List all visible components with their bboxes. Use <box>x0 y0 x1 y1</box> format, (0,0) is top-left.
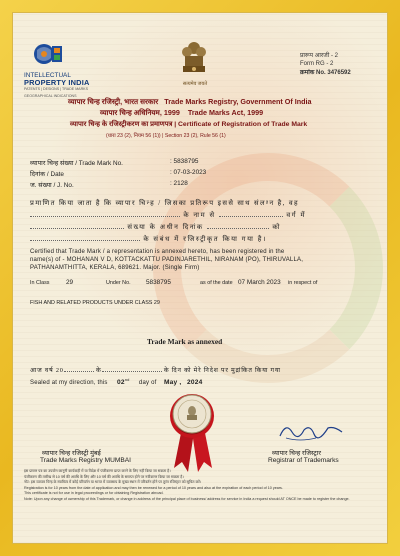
tm-no-label: व्यापार चिन्ह संख्या / Trade Mark No. <box>30 160 123 167</box>
hindi-cert-line-4 <box>30 234 267 243</box>
hindi-cert-line-3-tail: को <box>272 224 281 231</box>
form-label-hindi: प्रारूप आरजी - 2 <box>300 53 338 59</box>
hindi-cert-line-2 <box>30 210 306 219</box>
hindi-cert-line-2-tail: वर्ग में <box>286 212 307 219</box>
tm-no-value: : 5838795 <box>170 158 199 165</box>
hindi-cert-line-3-text: संख्या के अधीन दिनांक <box>127 224 204 231</box>
trade-mark-annexed: Trade Mark as annexed <box>147 337 223 346</box>
logo-line-3: PATENTS | DESIGNS | TRADE MARKS <box>24 87 88 91</box>
logo-line-4: GEOGRAPHICAL INDICATIONS <box>24 94 77 98</box>
english-cert-line-2: name(s) of - MOHANAN V D, KOTTACKATTU PADINJARETHIL, NIRANAM (PO), THIRUVALLA, <box>30 257 304 263</box>
hindi-cert-line-1: प्रमाणित किया जाता है कि व्यापार चिन्ह / जिसका प्रतिरूप इससे साथ संलग्न है, वह <box>30 200 300 207</box>
header-line-1 <box>68 97 312 107</box>
sealed-year: 2024 <box>187 379 203 386</box>
hindi-sealed-mid: के <box>95 367 102 374</box>
hindi-sealed-line <box>30 365 281 374</box>
sealed-day: 02 <box>116 379 125 386</box>
header-line-2 <box>100 108 263 118</box>
in-respect-of: in respect of <box>288 280 318 286</box>
english-cert-line-1: Certified that Trade Mark / a representation is annexed hereto, has been registered in the <box>30 249 285 255</box>
sealed-day-suffix: nd <box>124 377 130 382</box>
hindi-sealed-suffix: के दिन को मेरे निदेश पर मुद्रांकित किया गया <box>163 367 281 374</box>
class-value: 29 <box>66 279 74 286</box>
english-cert-line-3: PATHANAMTHITTA, KERALA, 689621. Major. (Single Firm) <box>30 265 200 271</box>
under-no-value: 5838795 <box>146 279 171 286</box>
registrar-hindi: व्यापार चिन्ह रजिस्ट्रार <box>272 450 322 457</box>
under-no-label: Under No. <box>106 280 131 286</box>
date-label: दिनांक / Date <box>30 171 64 178</box>
jno-label: ज. संख्या / J. No. <box>30 182 74 189</box>
footer-line-2: पंजीकरण की तारीख से 10 वर्ष की अवधि के लिए और 10 वर्ष की अवधि के समाप्त होने पर नवीकरण किया जा सकता है। <box>24 474 184 479</box>
as-of-date-value: 07 March 2023 <box>238 279 281 286</box>
goods-description: FISH AND RELATED PRODUCTS UNDER CLASS 29 <box>30 300 160 306</box>
sealed-month: May , <box>163 379 182 386</box>
footer-line-4: Registration is for 10 years from the date of application and may then be renewed for a period of 10 years and also at the expiration of each period of 10 years. <box>24 485 283 490</box>
hindi-cert-line-2-text: के नाम से <box>183 212 216 219</box>
sealed-line <box>30 376 203 388</box>
header-section-rule: (धारा 23 (2), नियम 56 (1)) | Section 23 (2), Rule 56 (1) <box>106 133 226 139</box>
footer-line-1: इस प्रमाण पत्र का उपयोग कानूनी कार्यवाही में या विदेश में पंजीकरण प्राप्त करने के लिए नहीं किया जा सकता है। <box>24 469 171 473</box>
national-emblem-icon <box>181 40 207 80</box>
sealed-text-2: day of <box>138 380 157 386</box>
registry-mumbai-english: Trade Marks Registry MUMBAI <box>40 457 131 464</box>
registrar-english: Registrar of Trademarks <box>268 457 339 464</box>
ip-india-logo-icon <box>32 42 64 70</box>
hindi-sealed-prefix: आज वर्ष 20 <box>30 367 64 374</box>
class-label: In Class <box>30 280 50 286</box>
sealed-text-1: Sealed at my direction, this <box>30 380 108 386</box>
logo-line-2: PROPERTY INDIA <box>24 78 90 87</box>
header-line-2-hindi: व्यापार चिन्ह अधिनियम, 1999 <box>100 108 180 117</box>
registrar-signature-icon <box>276 420 346 444</box>
footer-line-6: Note: Upon any change of ownership of this Trademark, or change in address of the principal place of business/ address for service in India a request should AT ONCE be made to register the change. <box>24 496 350 501</box>
form-info <box>300 52 351 77</box>
header-line-3-english: | Certificate of Registration of Trade Mark <box>174 121 308 128</box>
registry-mumbai-hindi: व्यापार चिन्ह रजिस्ट्री मुंबई <box>42 450 101 457</box>
emblem-motto: सत्यमेव जयते <box>182 82 208 87</box>
serial-number: क्रमांक No. 3476592 <box>300 69 351 76</box>
form-label: Form RG - 2 <box>300 61 334 68</box>
jno-value: : 2128 <box>170 180 188 187</box>
header-line-1-english: Trade Marks Registry, Government Of India <box>164 97 312 106</box>
header-line-3-hindi: व्यापार चिन्ह के रजिस्ट्रीकरण का प्रमाणपत्र <box>70 121 173 128</box>
hindi-cert-line-4-text: के संबंध में रजिस्ट्रीकृत किया गया है। <box>143 236 268 243</box>
emblem-stamp-icon <box>170 392 214 436</box>
footer-line-3: नोट: इस व्यापार चिन्ह के स्वामित्व में कोई परिवर्तन या भारत में व्यवसाय के मुख्य स्थान में परिवर्तन होने पर तुरंत रजिस्ट्रार को सूचित करें। <box>24 480 202 485</box>
footer-notes <box>24 469 364 503</box>
as-of-date-label: as of the date <box>200 280 233 286</box>
header-line-3 <box>70 119 307 128</box>
hindi-cert-line-3 <box>30 222 281 231</box>
date-value: : 07-03-2023 <box>170 169 207 176</box>
logo-text <box>24 72 90 100</box>
footer-line-5: This certificate is not for use in legal proceedings or for obtaining Registration abroad. <box>24 491 164 496</box>
logo-line-1: INTELLECTUAL <box>24 72 71 79</box>
header-line-2-english: Trade Marks Act, 1999 <box>187 108 264 117</box>
header-line-1-hindi: व्यापार चिन्ह रजिस्ट्री, भारत सरकार <box>68 97 159 106</box>
